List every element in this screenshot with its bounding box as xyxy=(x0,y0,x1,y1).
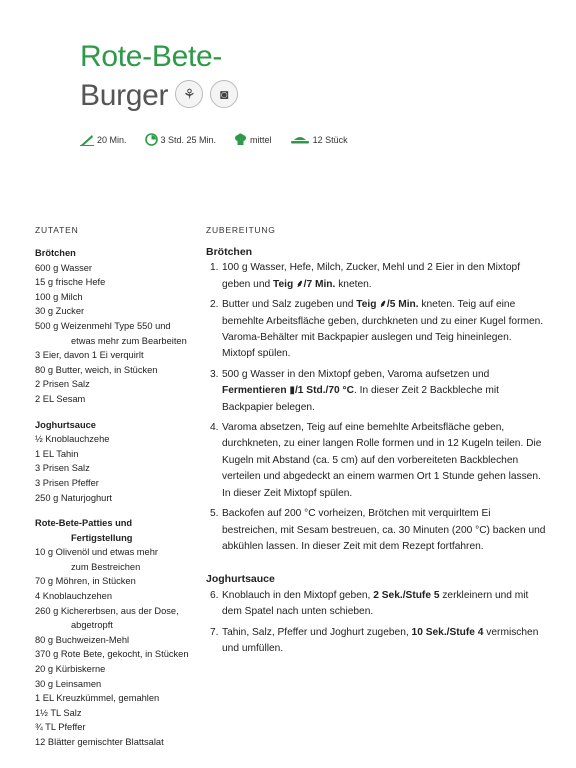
step-list xyxy=(206,588,546,658)
knife-icon xyxy=(80,134,94,146)
jar-icon: ◙ xyxy=(210,80,238,108)
ingredient-item: 20 g Kürbiskerne xyxy=(35,664,106,675)
step-number: 4. xyxy=(210,422,219,434)
step-text: kneten. xyxy=(335,278,372,290)
ingredient-item: 80 g Butter, weich, in Stücken xyxy=(35,364,158,375)
ingredient-section-title-cont: Fertigstellung xyxy=(71,532,133,543)
ingredient-item: 15 g frische Hefe xyxy=(35,277,106,288)
ingredient-item: 250 g Naturjoghurt xyxy=(35,492,113,503)
ingredient-item: 2 Prisen Salz xyxy=(35,379,90,390)
ingredient-item: ½ Knoblauchzehe xyxy=(35,434,110,445)
ingredient-item: 600 g Wasser xyxy=(35,262,93,273)
ingredient-item: 30 g Zucker xyxy=(35,306,85,317)
step-setting: Teig ⸙/5 Min. xyxy=(356,299,419,311)
step-text: Backofen auf 200 °C vorheizen, Brötchen mit verquirltem Ei bestreichen, mit Sesam bestreuen, ca. 30 Minuten (200 °C) backen und abkühlen lassen. In dieser Zeit mit dem Rezept fortfahren. xyxy=(222,508,546,552)
step-number: 6. xyxy=(210,589,219,601)
step-number: 7. xyxy=(210,626,219,638)
section-spacer xyxy=(206,559,546,571)
ingredient-item: 1½ TL Salz xyxy=(35,707,82,718)
section-spacer xyxy=(35,407,195,418)
step-list xyxy=(206,260,546,555)
step-text: vermischen und umfüllen. xyxy=(222,626,539,654)
step-text: Varoma absetzen, Teig auf eine bemehlte Arbeitsfläche geben, durchkneten, zu einer langen Rolle formen und in 12 Kugeln teilen. Die Kugeln mit Abstand (ca. 5 cm) auf den vorbereiteten Backblechen verteilen und abgedeckt an einem warmen Ort 1 Stunde gehen lassen. In dieser Zeit Mixtopf spülen. xyxy=(222,422,542,499)
ingredient-section-title: Brötchen xyxy=(35,248,76,258)
step-setting: Fermentieren ▮/1 Std./70 °C xyxy=(222,385,354,397)
ingredient-item: 3 Prisen Pfeffer xyxy=(35,477,99,488)
step-item xyxy=(206,260,546,293)
plate-icon xyxy=(290,134,310,145)
yield-label: 12 Stück xyxy=(312,134,348,145)
ingredient-item-cont: zum Bestreichen xyxy=(71,561,141,572)
step-number: 5. xyxy=(210,508,219,520)
ingredient-item: 260 g Kichererbsen, aus der Dose, xyxy=(35,605,179,616)
ingredient-item: 10 g Olivenöl und etwas mehr xyxy=(35,547,158,558)
step-item xyxy=(206,420,546,502)
step-number: 3. xyxy=(210,368,219,380)
ingredients-heading: ZUTATEN xyxy=(35,225,79,235)
recipe-meta xyxy=(80,133,348,146)
total-time xyxy=(145,133,217,146)
ingredient-item: 370 g Rote Bete, gekocht, in Stücken xyxy=(35,649,189,660)
ingredients-list xyxy=(35,246,195,750)
step-section-title: Joghurtsauce xyxy=(206,573,275,586)
ingredient-item: ¾ TL Pfeffer xyxy=(35,722,86,733)
ingredient-item: 100 g Milch xyxy=(35,291,83,302)
ingredient-item: 1 EL Kreuzkümmel, gemahlen xyxy=(35,693,160,704)
ingredient-item: 500 g Weizenmehl Type 550 und xyxy=(35,320,171,331)
step-text: . In dieser Zeit 2 Backbleche mit Backpapier belegen. xyxy=(222,385,499,413)
title-line-2: Burger xyxy=(80,79,169,113)
step-item xyxy=(206,297,546,363)
ingredient-item: 70 g Möhren, in Stücken xyxy=(35,576,136,587)
step-item xyxy=(206,367,546,416)
ingredient-item-cont: etwas mehr zum Bearbeiten xyxy=(71,335,187,346)
yield xyxy=(290,134,348,145)
ingredient-item-cont: abgetropft xyxy=(71,620,113,631)
section-spacer xyxy=(35,505,195,516)
step-text: zerkleinern und mit dem Spatel nach unten schieben. xyxy=(222,589,529,618)
difficulty xyxy=(234,133,272,146)
ingredient-item: 3 Prisen Salz xyxy=(35,463,90,474)
preparation-heading: ZUBEREITUNG xyxy=(206,225,276,235)
ingredient-item: 3 Eier, davon 1 Ei verquirlt xyxy=(35,350,144,361)
total-time-label: 3 Std. 25 Min. xyxy=(160,134,217,145)
step-setting: Teig ⸙/7 Min. xyxy=(273,278,336,290)
ingredient-item: 1 EL Tahin xyxy=(35,448,79,459)
clock-icon xyxy=(145,133,158,146)
prep-time xyxy=(80,134,127,146)
title-line-1: Rote-Bete- xyxy=(80,40,223,73)
recipe-title xyxy=(80,38,238,115)
step-item xyxy=(206,506,546,555)
chef-hat-icon xyxy=(234,133,247,146)
ingredient-item: 80 g Buchweizen-Mehl xyxy=(35,634,130,645)
step-section-title: Brötchen xyxy=(206,246,253,258)
ingredient-section-title: Rote-Bete-Patties und xyxy=(35,518,133,529)
prep-time-label: 20 Min. xyxy=(97,134,127,145)
step-text: Knoblauch in den Mixtopf geben, xyxy=(222,589,374,601)
ingredient-item: 12 Blätter gemischter Blattsalat xyxy=(35,737,164,747)
step-text: Tahin, Salz, Pfeffer und Joghurt zugeben, xyxy=(222,626,412,638)
ingredient-section-title: Joghurtsauce xyxy=(35,419,96,430)
ingredient-item: 2 EL Sesam xyxy=(35,393,86,404)
step-setting: 10 Sek./Stufe 4 xyxy=(411,626,484,638)
preparation-steps xyxy=(206,244,546,661)
step-number: 2. xyxy=(210,299,219,311)
ingredient-item: 30 g Leinsamen xyxy=(35,678,102,689)
ingredient-item: 4 Knoblauchzehen xyxy=(35,591,113,602)
step-text: kneten. Teig auf eine bemehlte Arbeitsfläche geben, durchkneten und zu einer Kugel formen. Varoma-Behälter mit Backpapier auslegen und Teig hineinlegen. Mixtopf spülen. xyxy=(222,299,544,360)
wheat-icon: ⚘ xyxy=(175,80,203,108)
step-text: 500 g Wasser in den Mixtopf geben, Varoma aufsetzen und xyxy=(222,368,490,380)
step-number: 1. xyxy=(210,262,219,274)
step-text: Butter und Salz zugeben und xyxy=(222,299,357,311)
step-item xyxy=(206,625,546,658)
step-text: 100 g Wasser, Hefe, Milch, Zucker, Mehl und 2 Eier in den Mixtopf geben und xyxy=(222,262,521,290)
step-item xyxy=(206,588,546,621)
difficulty-label: mittel xyxy=(250,134,272,145)
step-setting: 2 Sek./Stufe 5 xyxy=(373,589,440,601)
